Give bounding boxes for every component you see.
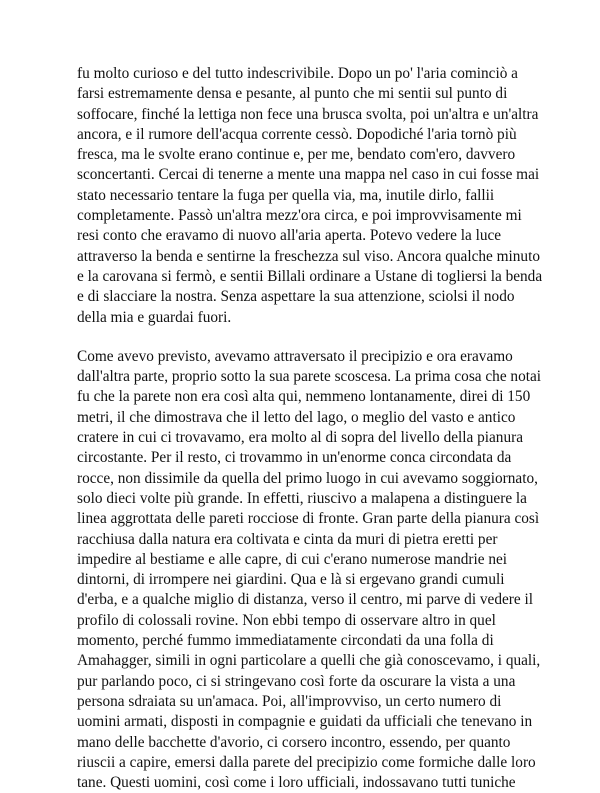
text-line: impedire al bestiame e alle capre, di cui c'erano numerose mandrie nei [77, 550, 508, 568]
text-line: pur parlando poco, ci si stringevano così forte da oscurare la vista a una [77, 672, 516, 690]
text-line: dall'altra parte, proprio sotto la sua parete scoscesa. La prima cosa che notai [77, 368, 542, 386]
text-line: circostante. Per il resto, ci trovammo in un'enorme conca circondata da [77, 449, 512, 467]
paragraph-1 [77, 64, 543, 328]
text-line: resi conto che eravamo di nuovo all'aria aperta. Potevo vedere la luce [77, 227, 502, 245]
text-line: momento, perché fummo immediatamente circondati da una folla di [77, 632, 494, 650]
text-line: racchiusa dalla natura era coltivata e cinta da muri di pietra eretti per [77, 530, 498, 548]
text-line: uomini armati, disposti in compagnie e guidati da ufficiali che tenevano in [77, 713, 533, 731]
text-line: Come avevo previsto, avevamo attraversato il precipizio e ora eravamo [77, 347, 513, 365]
text-line: solo dieci volte più grande. In effetti, riuscivo a malapena a distinguere la [77, 489, 527, 507]
text-line: completamente. Passò un'altra mezz'ora circa, e poi improvvisamente mi [77, 207, 522, 225]
text-line: dintorni, di irrompere nei giardini. Qua e là si ergevano grandi cumuli [77, 571, 505, 589]
paragraph-2 [77, 347, 542, 793]
text-line: Amahagger, simili in ogni particolare a quelli che già conoscevamo, i quali, [77, 652, 541, 670]
text-line: tane. Questi uomini, così come i loro ufficiali, indossavano tutti tuniche [77, 774, 516, 792]
text-line: profilo di colossali rovine. Non ebbi tempo di osservare altro in quel [77, 611, 496, 629]
text-line: metri, il che dimostrava che il letto del lago, o meglio del vasto e antico [77, 408, 516, 426]
text-line: riuscii a capire, emersi dalla parete del precipizio come formiche dalle loro [77, 753, 536, 771]
text-line: stato necessario tentare la fuga per quella via, ma, inutile dirlo, fallii [77, 186, 495, 204]
text-line: attraverso la benda e sentirne la freschezza sul viso. Ancora qualche minuto [77, 247, 540, 265]
text-line: e la carovana si fermò, e sentii Billali ordinare a Ustane di togliersi la benda [77, 267, 543, 285]
text-line: linea aggrottata delle pareti rocciose di fronte. Gran parte della pianura così [77, 510, 540, 528]
text-line: farsi estremamente densa e pesante, al punto che mi sentii sul punto di [77, 85, 508, 103]
text-line: sconcertanti. Cercai di tenerne a mente una mappa nel caso in cui fosse mai [77, 166, 540, 184]
text-line: della mia e guardai fuori. [77, 308, 232, 326]
text-line: mano delle bacchette d'avorio, ci corsero incontro, essendo, per quanto [77, 733, 511, 751]
text-line: fresca, ma le svolte erano continue e, per me, bendato com'ero, davvero [77, 146, 516, 164]
text-line: rocce, non dissimile da quella del primo luogo in cui avevamo soggiornato, [77, 469, 538, 487]
text-line: soffocare, finché la lettiga non fece una brusca svolta, poi un'altra e un'altra [77, 105, 539, 123]
document-page [77, 64, 543, 793]
paragraph-spacer [77, 328, 537, 347]
text-line: d'erba, e a qualche miglio di distanza, verso il centro, mi parve di vedere il [77, 591, 533, 609]
text-line: e di slacciare la nostra. Senza aspettare la sua attenzione, sciolsi il nodo [77, 288, 515, 306]
text-line: persona sdraiata su un'amaca. Poi, all'improvviso, un certo numero di [77, 692, 502, 710]
text-line: fu che la parete non era così alta qui, nemmeno lontanamente, direi di 150 [77, 388, 531, 406]
text-line: cratere in cui ci trovavamo, era molto al di sopra del livello della pianura [77, 429, 523, 447]
text-line: fu molto curioso e del tutto indescrivibile. Dopo un po' l'aria cominciò a [77, 65, 518, 82]
text-line: ancora, e il rumore dell'acqua corrente cessò. Dopodiché l'aria tornò più [77, 125, 517, 143]
